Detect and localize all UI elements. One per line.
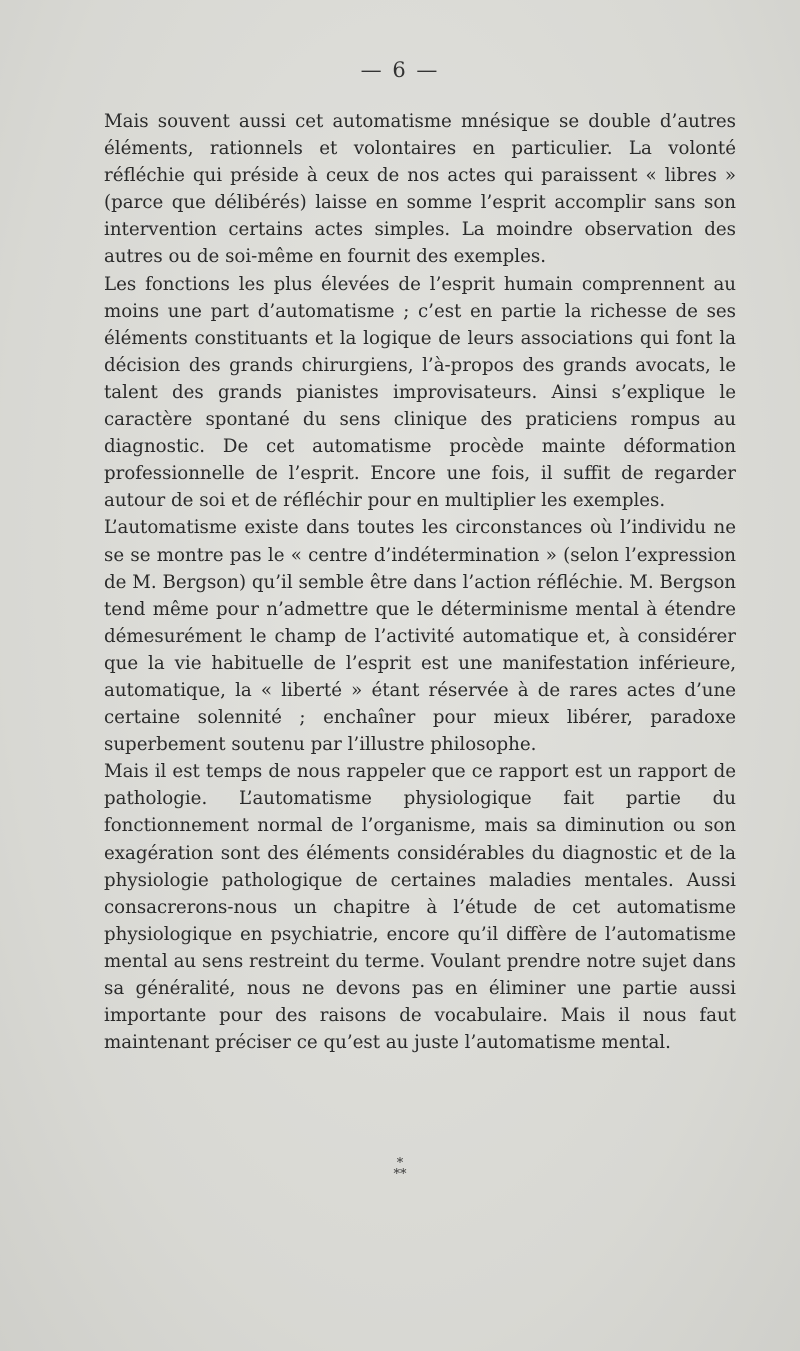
page-number: — 6 — <box>360 58 440 82</box>
paragraph: Mais souvent aussi cet automatisme mnésique se double d’autres éléments, rationnels et volontaires en particulier. La volonté réfléchie qui préside à ceux de nos actes qui paraissent « libres » (parce que délibérés) laisse en somme l’esprit accomplir sans son intervention certains actes simples. La moindre observation des autres ou de soi-même en fournit des exemples. <box>104 111 736 268</box>
asterism-bottom: ** <box>393 1167 407 1182</box>
asterism-top: * <box>396 1156 404 1171</box>
paragraph: Mais il est temps de nous rappeler que ce rapport est un rapport de pathologie. L’automatisme physiologique fait partie du fonctionnement normal de l’organisme, mais sa diminution ou son exagération sont des éléments considérables du diagnostic et de la physiologie pathologique de certaines maladies mentales. Aussi consacrerons-nous un chapitre à l’étude de cet automatisme physiologique en psychiatrie, encore qu’il diffère de l’automatisme mental au sens restreint du terme. Voulant prendre notre sujet dans sa généralité, nous ne devons pas en éliminer une partie aussi importante pour des raisons de vocabulaire. Mais il nous faut maintenant préciser ce qu’est au juste l’automatisme mental. <box>104 761 736 1054</box>
asterism-separator <box>0 1158 800 1180</box>
paragraph: L’automatisme existe dans toutes les circonstances où l’individu ne se se montre pas le « centre d’indétermination » (selon l’expression de M. Bergson) qu’il semble être dans l’action réfléchie. M. Bergson tend même pour n’admettre que le déterminisme mental à étendre démesurément le champ de l’activité automatique et, à considérer que la vie habituelle de l’esprit est une manifestation inférieure, automatique, la « liberté » étant réservée à de rares actes d’une certaine solennité ; enchaîner pour mieux libérer, paradoxe superbement soutenu par l’illustre philosophe. <box>104 517 736 756</box>
body-text <box>104 108 736 1056</box>
paragraph: Les fonctions les plus élevées de l’esprit humain comprennent au moins une part d’automatisme ; c’est en partie la richesse de ses éléments constituants et la logique de leurs associations qui font la décision des grands chirurgiens, l’à-propos des grands avocats, le talent des grands pianistes improvisateurs. Ainsi s’explique le caractère spontané du sens clinique des praticiens rompus au diagnostic. De cet automatisme procède mainte déformation professionnelle de l’esprit. Encore une fois, il suffit de regarder autour de soi et de réfléchir pour en multiplier les exemples. <box>104 273 736 512</box>
